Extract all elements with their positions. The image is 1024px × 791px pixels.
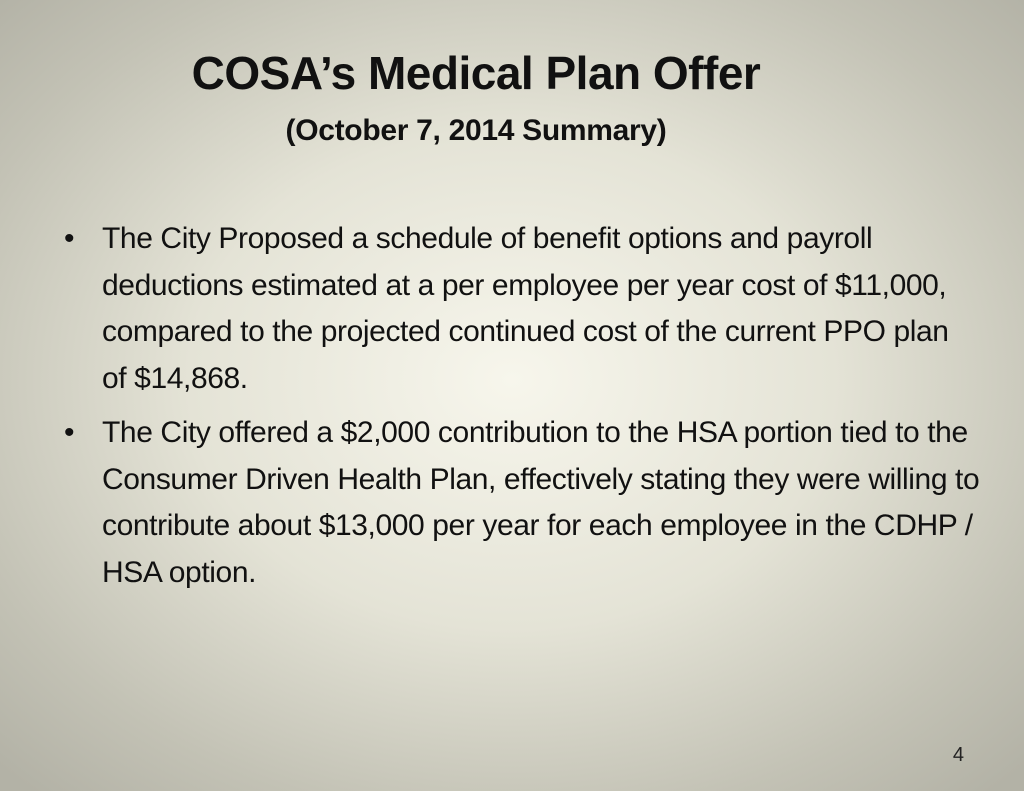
slide-title: COSA’s Medical Plan Offer: [191, 47, 761, 99]
bullet-text: The City offered a $2,000 contribution to the HSA portion tied to the Consumer Driven Health Plan, effectively stating they were willing to contribute about $13,000 per year for each employee in the CDHP / HSA option.: [102, 416, 980, 589]
bullet-list: [60, 216, 980, 604]
page-number: 4: [952, 744, 964, 766]
bullet-item: [60, 216, 980, 402]
bullet-text: The City Proposed a schedule of benefit options and payroll deductions estimated at a per employee per year cost of $11,000, compared to the projected continued cost of the current PPO plan of $14,868.: [102, 222, 949, 395]
bullet-marker: •: [64, 416, 75, 449]
slide-subtitle: (October 7, 2014 Summary): [285, 114, 667, 147]
bullet-marker: •: [64, 222, 75, 255]
bullet-item: [60, 410, 980, 596]
